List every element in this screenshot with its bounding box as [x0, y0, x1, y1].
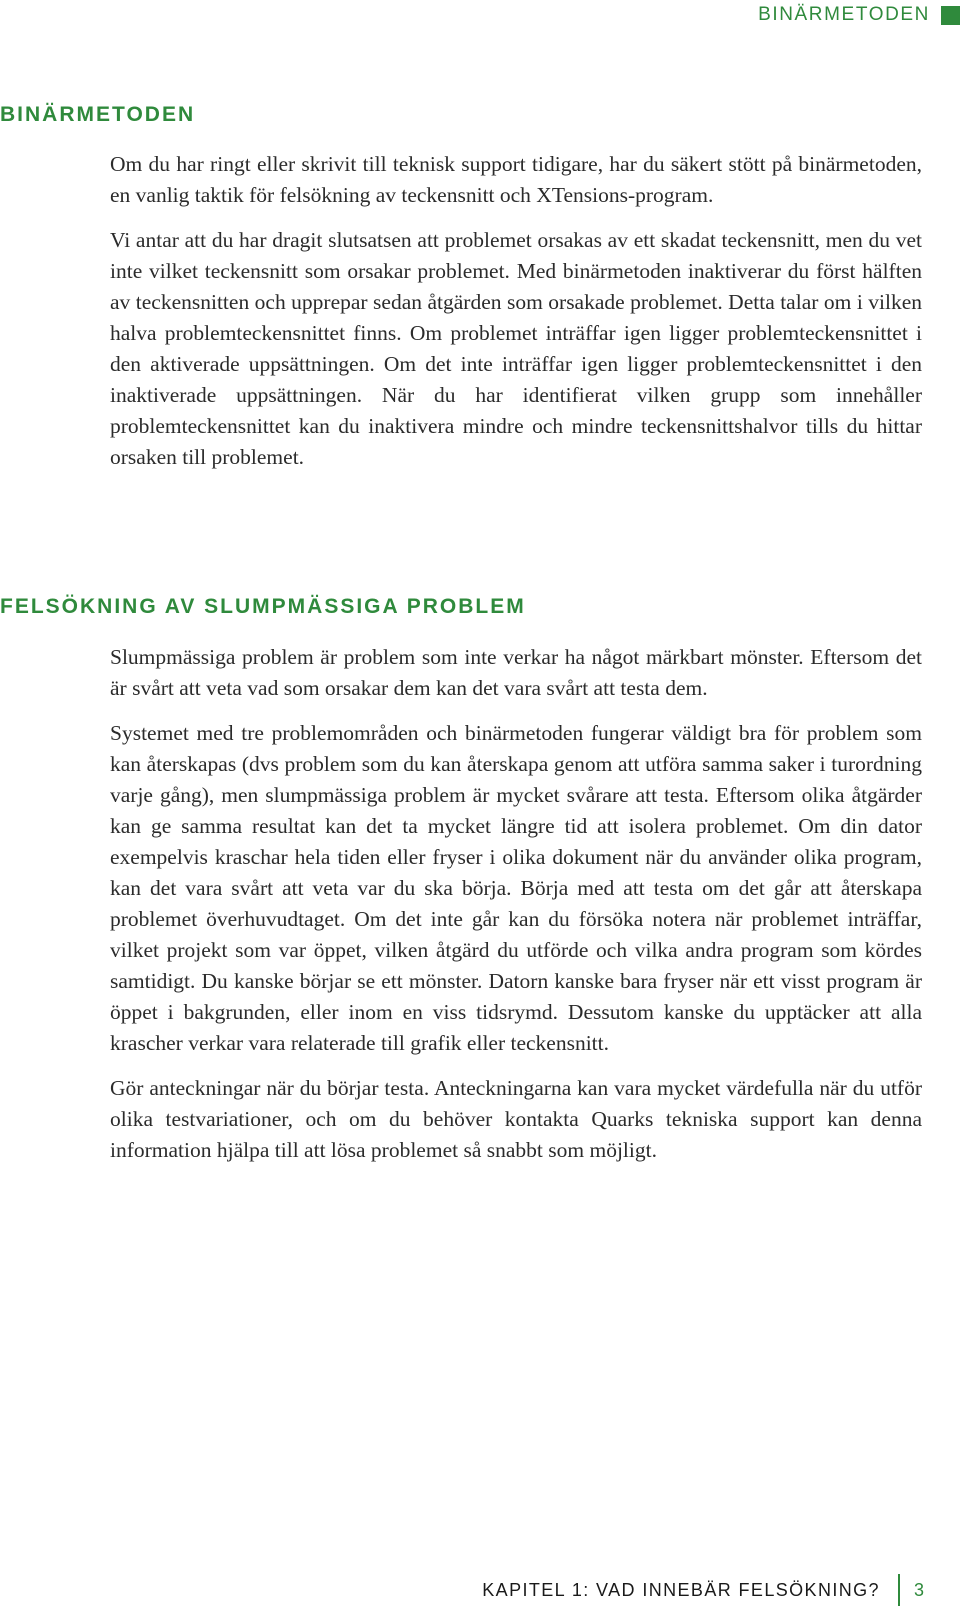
paragraph: Om du har ringt eller skrivit till teknisk support tidigare, har du säkert stött på binärmetoden, en vanlig taktik för felsökning av teckensnitt och XTensions-program. [110, 152, 922, 207]
section-body-slumpmassiga-problem [110, 642, 922, 1180]
section-heading-binarmetoden: BINÄRMETODEN [0, 103, 196, 126]
page-footer [482, 1573, 924, 1607]
running-header-title: BINÄRMETODEN [758, 4, 930, 25]
paragraph: Vi antar att du har dragit slutsatsen att problemet orsakas av ett skadat teckensnitt, men du vet inte vilket teckensnitt som orsakar problemet. Med binärmetoden inaktiverar du först hälften av teckensnitten och upprepar sedan åtgärden som orsakade problemet. Detta talar om i vilken halva problemteckensnittet finns. Om problemet inträffar igen ligger problemteckensnittet i den aktiverade uppsättningen. Om det inte inträffar igen ligger problemteckensnittet i den inaktiverade uppsättningen. När du har identifierat vilken grupp som innehåller problemteckensnittet kan du inaktivera mindre och mindre teckensnittshalvor tills du hittar orsaken till problemet. [110, 228, 922, 469]
running-header-square-icon [941, 6, 960, 25]
running-header [758, 3, 960, 27]
footer-chapter-title: KAPITEL 1: VAD INNEBÄR FELSÖKNING? [482, 1579, 880, 1600]
section-heading-slumpmassiga-problem: FELSÖKNING AV SLUMPMÄSSIGA PROBLEM [0, 595, 526, 618]
paragraph: Systemet med tre problemområden och binärmetoden fungerar väldigt bra för problem som kan återskapas (dvs problem som du kan återskapa genom att utföra samma saker i turordning varje gång), men slumpmässiga problem är mycket svårare att testa. Eftersom olika åtgärder kan ge samma resultat kan det ta mycket längre tid att isolera problemet. Om din dator exempelvis kraschar hela tiden eller fryser i olika dokument när du använder olika program, kan det vara svårt att veta var du ska börja. Börja med att testa om det går att återskapa problemet överhuvudtaget. Om det inte går kan du försöka notera när problemet inträffar, vilket projekt som var öppet, vilken åtgärd du utförde och vilka andra program som kördes samtidigt. Du kanske börjar se ett mönster. Datorn kanske bara fryser när ett visst program är öppet i bakgrunden, eller inom en viss tidsrymd. Dessutom kanske du upptäcker att alla krascher verkar vara relaterade till grafik eller teckensnitt. [110, 721, 922, 1055]
footer-page-number: 3 [913, 1579, 924, 1600]
footer-divider [898, 1574, 900, 1606]
paragraph: Slumpmässiga problem är problem som inte verkar ha något märkbart mönster. Eftersom det är svårt att veta vad som orsakar dem kan det vara svårt att testa dem. [110, 645, 922, 700]
section-body-binarmetoden [110, 149, 922, 487]
paragraph: Gör anteckningar när du börjar testa. Anteckningarna kan vara mycket värdefulla när du utför olika testvariationer, och om du behöver kontakta Quarks tekniska support kan denna information hjälpa till att lösa problemet så snabbt som möjligt. [110, 1076, 922, 1162]
